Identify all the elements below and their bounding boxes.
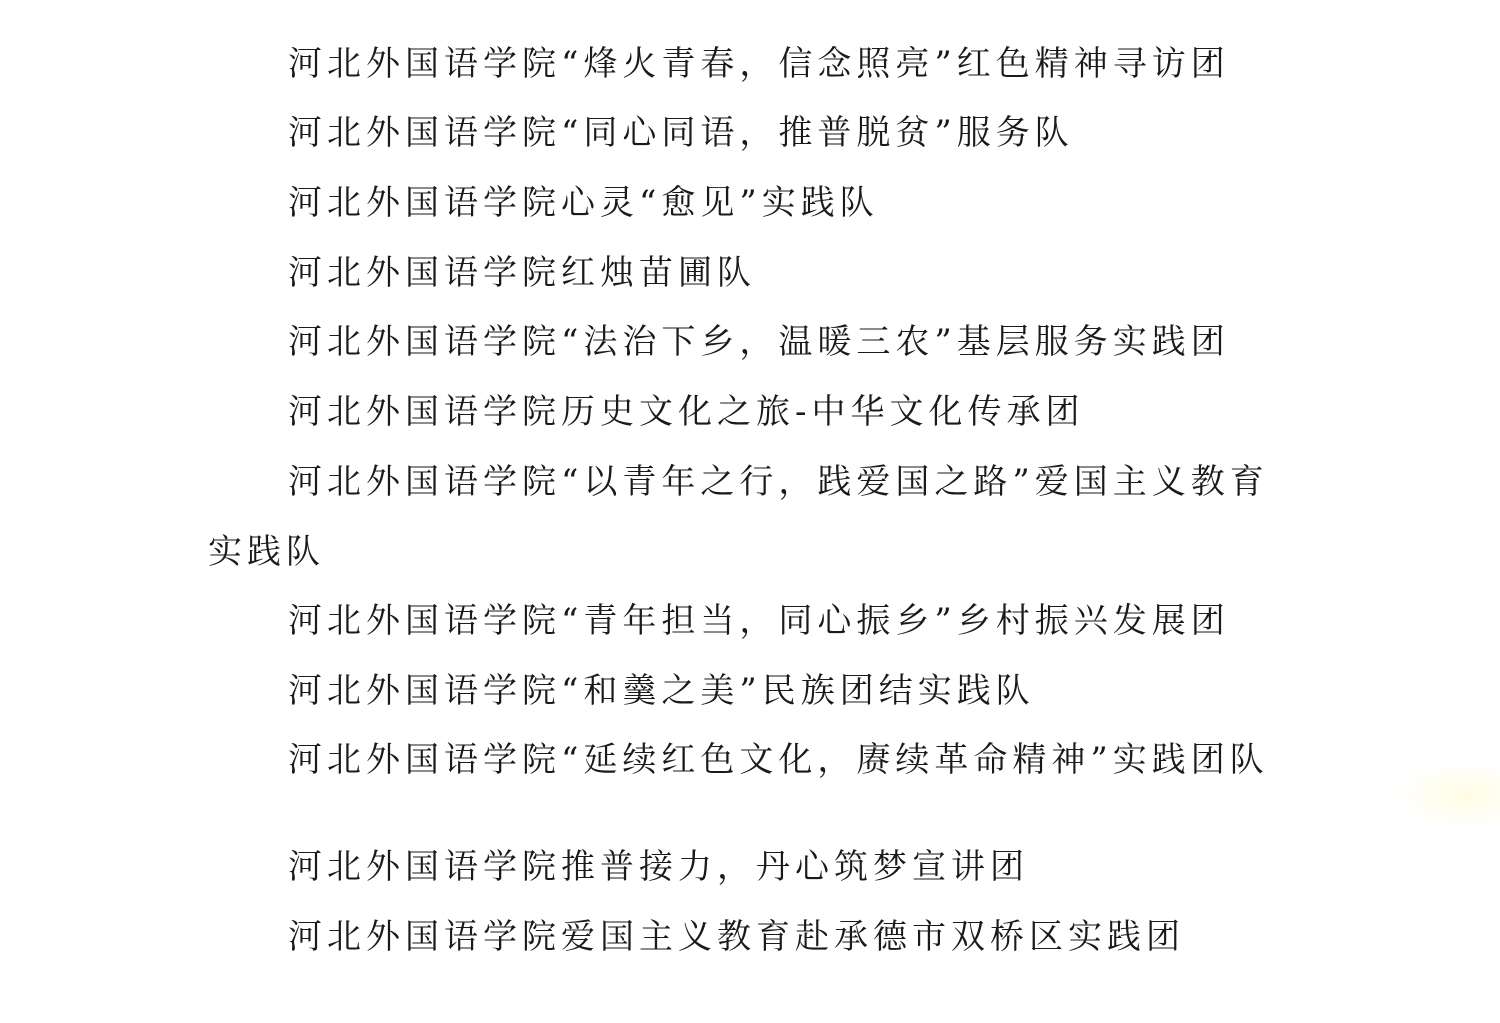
team-line-7: 河北外国语学院“以青年之行，践爱国之路”爱国主义教育 (288, 462, 1269, 502)
team-line-4: 河北外国语学院红烛苗圃队 (288, 253, 756, 293)
team-line-7-continuation: 实践队 (208, 532, 325, 572)
team-line-12: 河北外国语学院爱国主义教育赴承德市双桥区实践团 (288, 917, 1185, 957)
team-line-5: 河北外国语学院“法治下乡，温暖三农”基层服务实践团 (288, 322, 1230, 362)
team-line-10: 河北外国语学院“延续红色文化，赓续革命精神”实践团队 (288, 740, 1269, 780)
team-line-3: 河北外国语学院心灵“愈见”实践队 (288, 183, 879, 223)
team-line-2: 河北外国语学院“同心同语，推普脱贫”服务队 (288, 113, 1074, 153)
team-line-6: 河北外国语学院历史文化之旅-中华文化传承团 (288, 392, 1085, 432)
light-glare (1390, 760, 1500, 830)
team-line-1: 河北外国语学院“烽火青春，信念照亮”红色精神寻访团 (288, 44, 1230, 84)
team-line-11: 河北外国语学院推普接力，丹心筑梦宣讲团 (288, 847, 1029, 887)
team-line-9: 河北外国语学院“和羹之美”民族团结实践队 (288, 671, 1035, 711)
team-line-8: 河北外国语学院“青年担当，同心振乡”乡村振兴发展团 (288, 601, 1230, 641)
